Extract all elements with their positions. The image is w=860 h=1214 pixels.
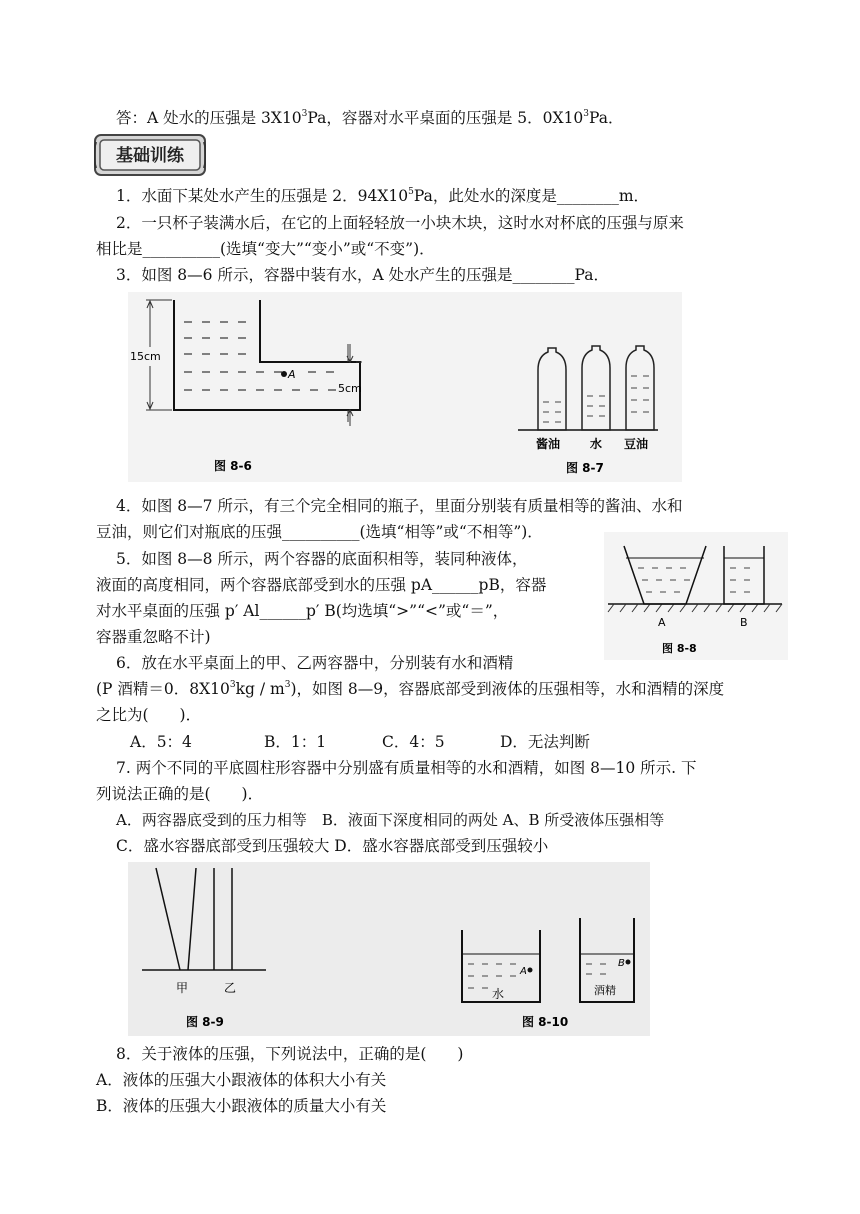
fig88-label-a: A <box>658 616 666 629</box>
question-5-line-4: 容器重忽略不计) <box>96 628 211 646</box>
fig88-caption: 图 8-8 <box>662 642 697 655</box>
fig89-caption: 图 8-9 <box>186 1015 224 1029</box>
q8-option-b: B．液体的压强大小跟液体的质量大小有关 <box>96 1097 387 1115</box>
q6-option-d: D．无法判断 <box>500 733 590 751</box>
fig88-label-b: B <box>740 616 748 629</box>
question-5-line-2: 液面的高度相同，两个容器底部受到水的压强 pA______pB，容器 <box>96 576 547 594</box>
q6-exponent-1: 3 <box>229 680 236 690</box>
answer-line <box>116 108 624 128</box>
q1-text-1: 1．水面下某处水产生的压强是 2．94X10 <box>116 187 409 205</box>
question-2-line-1: 2．一只杯子装满水后，在它的上面轻轻放一小块木块，这时水对杯底的压强与原来 <box>116 214 684 232</box>
answer-text-3: Pa． <box>589 109 624 127</box>
q6-option-b: B．1：1 <box>264 733 327 751</box>
fig87-label-soy: 酱油 <box>536 437 561 451</box>
figure-8-8 <box>604 532 788 660</box>
question-5-line-3: 对水平桌面的压强 p′ Al______p′ B(均选填“>”“<”或“＝”， <box>96 602 509 620</box>
section-badge-title: 基础训练 <box>116 146 184 166</box>
fig810-point-b: B <box>618 958 625 969</box>
q6-text-1: (P 酒精＝0．8X10 <box>96 680 230 698</box>
fig87-label-water: 水 <box>590 437 603 451</box>
q6-option-c: C．4：5 <box>382 733 445 751</box>
q7-options-cd: C．盛水容器底部受到压强较大 D．盛水容器底部受到压强较小 <box>116 837 549 855</box>
question-2-line-2: 相比是__________(选填“变大”“变小”或“不变”)． <box>96 240 435 258</box>
question-6-line-1: 6．放在水平桌面上的甲、乙两容器中，分别装有水和酒精 <box>116 654 514 672</box>
question-3: 3．如图 8—6 所示，容器中装有水，A 处水产生的压强是________Pa． <box>116 266 610 284</box>
figure-8-6-8-7 <box>128 292 682 482</box>
q6-text-3: )，如图 8—9，容器底部受到液体的压强相等，水和酒精的深度 <box>290 680 725 698</box>
fig86-height-total: 15cm <box>130 350 161 363</box>
question-7-line-2: 列说法正确的是( )． <box>96 785 264 803</box>
section-badge <box>94 132 206 178</box>
answer-exponent-2: 3 <box>583 109 590 119</box>
fig86-caption: 图 8-6 <box>214 459 252 473</box>
figure-8-9-8-10 <box>128 862 650 1036</box>
q6-text-2: kg / m <box>235 680 285 698</box>
fig86-point-a: A <box>288 368 296 381</box>
answer-exponent-1: 3 <box>301 109 308 119</box>
q6-exponent-2: 3 <box>284 680 291 690</box>
question-8: 8．关于液体的压强，下列说法中，正确的是( ) <box>116 1045 464 1063</box>
q8-option-a: A．液体的压强大小跟液体的体积大小有关 <box>96 1071 387 1089</box>
fig810-point-a: A <box>520 966 527 977</box>
q1-text-2: Pa，此处水的深度是________m． <box>413 187 650 205</box>
question-7-line-1: 7. 两个不同的平底圆柱形容器中分别盛有质量相等的水和酒精，如图 8—10 所示. 下 <box>116 759 697 777</box>
answer-text-2: Pa，容器对水平桌面的压强是 5．0X10 <box>307 109 584 127</box>
q7-options-ab: A．两容器底受到的压力相等 B．液面下深度相同的两处 A、B 所受液体压强相等 <box>116 811 665 829</box>
answer-text-1: 答：A 处水的压强是 3X10 <box>116 109 302 127</box>
fig89-label-yi: 乙 <box>224 981 237 995</box>
question-5-line-1: 5．如图 8—8 所示，两个容器的底面积相等，装同种液体， <box>116 550 528 568</box>
fig86-height-small: 5cm <box>338 382 362 395</box>
fig87-label-oil: 豆油 <box>624 437 649 451</box>
question-4-line-1: 4．如图 8—7 所示，有三个完全相同的瓶子，里面分别装有质量相等的酱油、水和 <box>116 497 683 515</box>
question-6-line-3: 之比为( )． <box>96 706 202 724</box>
question-1 <box>116 186 649 206</box>
q6-option-a: A．5：4 <box>130 733 192 751</box>
q1-exponent: 5 <box>408 187 414 197</box>
fig810-label-water: 水 <box>492 987 505 1001</box>
fig89-label-jia: 甲 <box>176 981 189 995</box>
fig87-caption: 图 8-7 <box>566 461 604 475</box>
question-4-line-2: 豆油，则它们对瓶底的压强__________(选填“相等”或“不相等”)． <box>96 523 543 541</box>
fig810-caption: 图 8-10 <box>522 1015 569 1029</box>
question-6-line-2 <box>96 679 724 699</box>
fig810-label-alcohol: 酒精 <box>594 984 616 997</box>
